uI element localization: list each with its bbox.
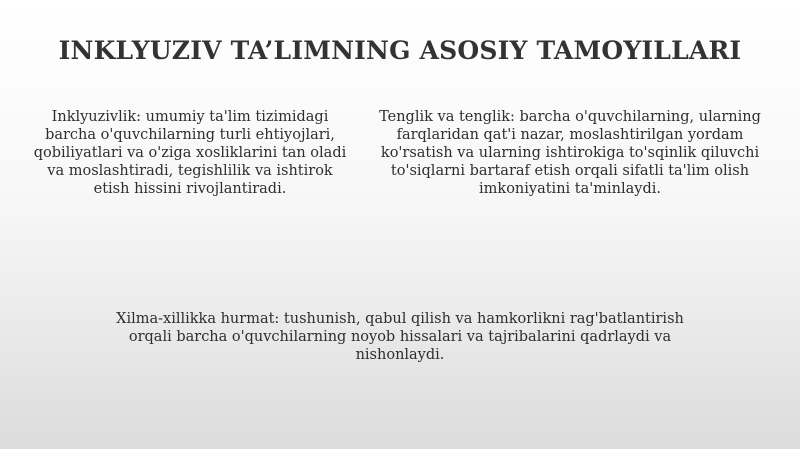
slide-title: INKLYUZIV TA’LIMNING ASOSIY TAMOYILLARI — [58, 36, 742, 65]
inclusivity-text-block: Inklyuzivlik: umumiy ta'lim tizimidagi barcha o'quvchilarning turli ehtiyojlari, qobiliyatlari va o'ziga xosliklarini tan oladi va moslashtiradi, tegishlilik va ishtirok etish hissini rivojlantiradi. — [33, 109, 347, 197]
equality-text-block: Tenglik va tenglik: barcha o'quvchilarning, ularning farqlaridan qat'i nazar, moslashtirilgan yordam ko'rsatish va ularning ishtirokiga to'sqinlik qiluvchi to'siqlarni bartaraf etish orqali sifatli ta'lim olish imkoniyatini ta'minlaydi. — [379, 109, 761, 197]
diversity-text-block: Xilma-xillikka hurmat: tushunish, qabul qilish va hamkorlikni rag'batlantirish orqali barcha o'quvchilarning noyob hissalari va tajribalarini qadrlaydi va nishonlaydi. — [116, 311, 684, 363]
